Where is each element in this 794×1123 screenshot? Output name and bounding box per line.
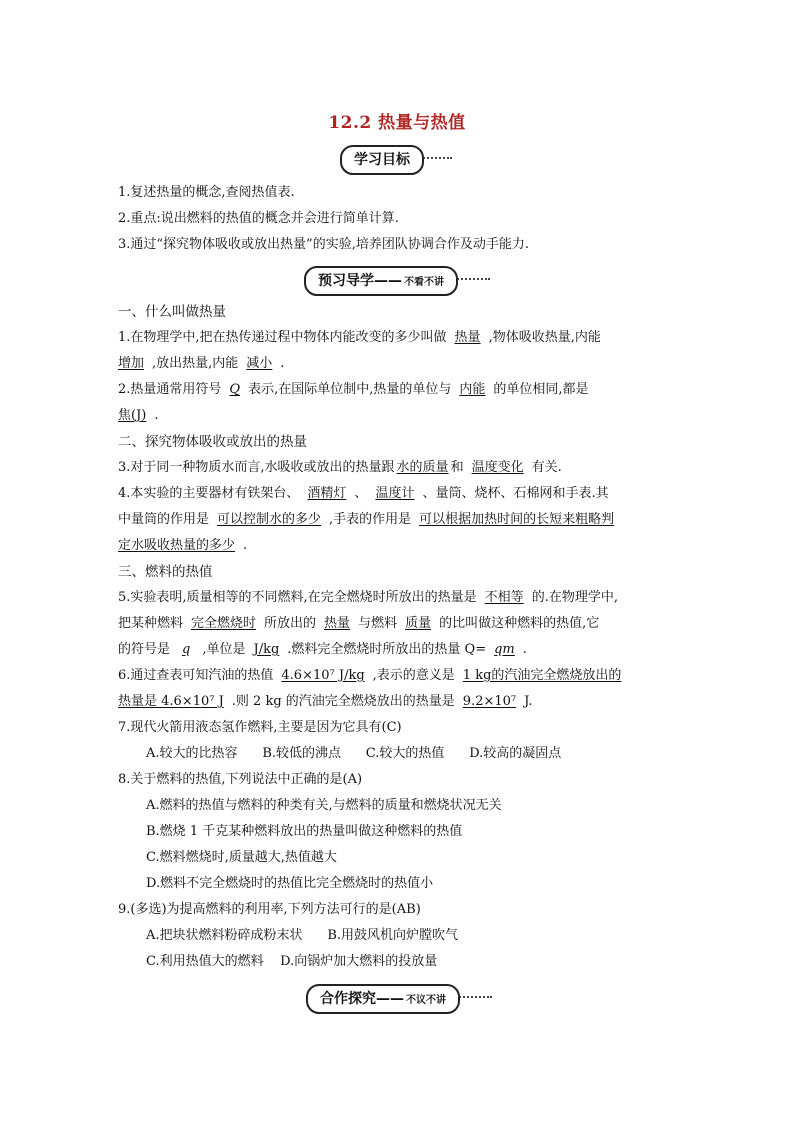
text: 与燃料 <box>358 616 398 631</box>
answer-blank: 完全燃烧时 <box>191 616 257 631</box>
text: 把某种燃料 <box>118 616 184 631</box>
question-8-option: D.燃料不完全燃烧时的热值比完全燃烧时的热值小 <box>146 876 434 891</box>
question-2 <box>118 380 589 400</box>
question-5 <box>118 588 618 608</box>
coop-banner-title: 合作探究—— <box>320 991 404 1007</box>
text: J. <box>524 694 533 709</box>
text: ,放出热量,内能 <box>152 356 239 371</box>
text: ,物体吸收热量,内能 <box>488 330 601 345</box>
section-heading: 一、什么叫做热量 <box>118 304 226 320</box>
question-7: 7.现代火箭用液态氢作燃料,主要是因为它具有(C) <box>118 720 402 735</box>
preview-banner-title: 预习导学—— <box>318 273 402 289</box>
preview-banner-subtitle: 不看不讲 <box>404 277 444 288</box>
question-8-option: A.燃料的热值与燃料的种类有关,与燃料的质量和燃烧状况无关 <box>146 798 502 813</box>
answer-blank: 可以根据加热时间的长短来粗略判 <box>419 512 615 527</box>
question-2-cont <box>118 406 159 426</box>
answer-blank: q <box>182 642 191 657</box>
question-6-cont <box>118 692 532 712</box>
section-heading: 三、燃料的热值 <box>118 564 213 580</box>
text: 的.在物理学中, <box>531 590 618 605</box>
question-1-cont <box>118 354 284 374</box>
answer-blank: 1 kg的汽油完全燃烧放出的 <box>462 668 622 683</box>
text: 所放出的 <box>264 616 317 631</box>
question-1 <box>118 328 601 348</box>
answer-blank: 酒精灯 <box>307 486 347 501</box>
answer-blank: 4.6×10⁷ J/kg <box>281 668 365 683</box>
answer-blank: 定水吸收热量的多少 <box>118 538 236 553</box>
answer-blank: 不相等 <box>484 590 524 605</box>
goal-item: 1.复述热量的概念,查阅热值表. <box>118 185 295 200</box>
goal-item: 3.通过“探究物体吸收或放出热量”的实验,培养团队协调合作及动手能力. <box>118 237 529 252</box>
text: 2.热量通常用符号 <box>118 382 222 397</box>
text: 4.本实验的主要器材有铁架台、 <box>118 486 300 501</box>
question-4-cont <box>118 510 614 530</box>
text: ,手表的作用是 <box>329 512 412 527</box>
text: 有关. <box>531 460 562 475</box>
text: 和 <box>450 460 464 475</box>
text: .燃料完全燃烧时所放出的热量 Q= <box>287 642 487 657</box>
text: . <box>522 642 527 657</box>
answer-blank: J/kg <box>253 642 280 657</box>
question-8: 8.关于燃料的热值,下列说法中正确的是(A) <box>118 772 363 787</box>
text: 的比叫做这种燃料的热值,它 <box>439 616 600 631</box>
text: 的符号是 <box>118 642 171 657</box>
answer-blank: 温度计 <box>375 486 415 501</box>
answer-blank: 热量 <box>454 330 481 345</box>
question-9-option: C.利用热值大的燃料 D.向锅炉加大燃料的投放量 <box>146 954 438 969</box>
coop-banner-subtitle: 不议不讲 <box>406 995 446 1006</box>
text: .则 2 kg 的汽油完全燃烧放出的热量是 <box>231 694 455 709</box>
question-4 <box>118 484 609 504</box>
question-7-options: A.较大的比热容 B.较低的沸点 C.较大的热值 D.较高的凝固点 <box>146 746 562 761</box>
coop-banner-label <box>306 984 460 1014</box>
text: 5.实验表明,质量相等的不同燃料,在完全燃烧时所放出的热量是 <box>118 590 477 605</box>
preview-banner-label <box>304 266 458 296</box>
question-6 <box>118 666 621 686</box>
text: 的单位相同,都是 <box>493 382 589 397</box>
question-3 <box>118 458 562 478</box>
text: 表示,在国际单位制中,热量的单位与 <box>248 382 452 397</box>
text: 1.在物理学中,把在热传递过程中物体内能改变的多少叫做 <box>118 330 447 345</box>
answer-blank: 减小 <box>246 356 273 371</box>
question-5-cont2 <box>118 640 527 660</box>
answer-blank: 9.2×10⁷ <box>462 694 517 709</box>
banner-dotted-line <box>420 157 452 159</box>
text: . <box>154 408 159 423</box>
text: 、 <box>354 486 368 501</box>
answer-blank: 增加 <box>118 356 145 371</box>
question-4-cont2 <box>118 536 247 556</box>
question-9: 9.(多选)为提高燃料的利用率,下列方法可行的是(AB) <box>118 902 421 917</box>
answer-blank: 温度变化 <box>471 460 524 475</box>
question-8-option: B.燃烧 1 千克某种燃料放出的热量叫做这种燃料的热值 <box>146 824 463 839</box>
question-9-option: A.把块状燃料粉碎成粉末状 B.用鼓风机向炉膛吹气 <box>146 928 459 943</box>
answer-blank: qm <box>494 642 515 657</box>
goals-banner <box>340 145 455 173</box>
answer-blank: 焦(J) <box>118 408 147 423</box>
answer-blank: Q <box>229 382 241 397</box>
preview-banner <box>304 266 492 294</box>
text: . <box>280 356 285 371</box>
text: 6.通过查表可知汽油的热值 <box>118 668 274 683</box>
page-title: 12.2 热量与热值 <box>328 113 466 133</box>
goal-item: 2.重点:说出燃料的热值的概念并会进行简单计算. <box>118 211 399 226</box>
text: 3.对于同一种物质水而言,水吸收或放出的热量跟 <box>118 460 395 475</box>
answer-blank: 质量 <box>405 616 432 631</box>
question-8-option: C.燃料燃烧时,质量越大,热值越大 <box>146 850 337 865</box>
answer-blank: 水的质量 <box>396 460 449 475</box>
text: . <box>243 538 248 553</box>
coop-banner <box>306 984 494 1012</box>
answer-blank: 内能 <box>459 382 486 397</box>
answer-blank: 热量是 4.6×10⁷ J <box>118 694 224 709</box>
question-5-cont <box>118 614 599 634</box>
text: ,单位是 <box>202 642 246 657</box>
answer-blank: 热量 <box>324 616 351 631</box>
section-heading: 二、探究物体吸收或放出的热量 <box>118 434 307 450</box>
text: 、量筒、烧杯、石棉网和手表.其 <box>422 486 609 501</box>
goals-banner-label: 学习目标 <box>340 145 424 175</box>
answer-blank: 可以控制水的多少 <box>217 512 322 527</box>
text: ,表示的意义是 <box>372 668 455 683</box>
text: 中量筒的作用是 <box>118 512 210 527</box>
